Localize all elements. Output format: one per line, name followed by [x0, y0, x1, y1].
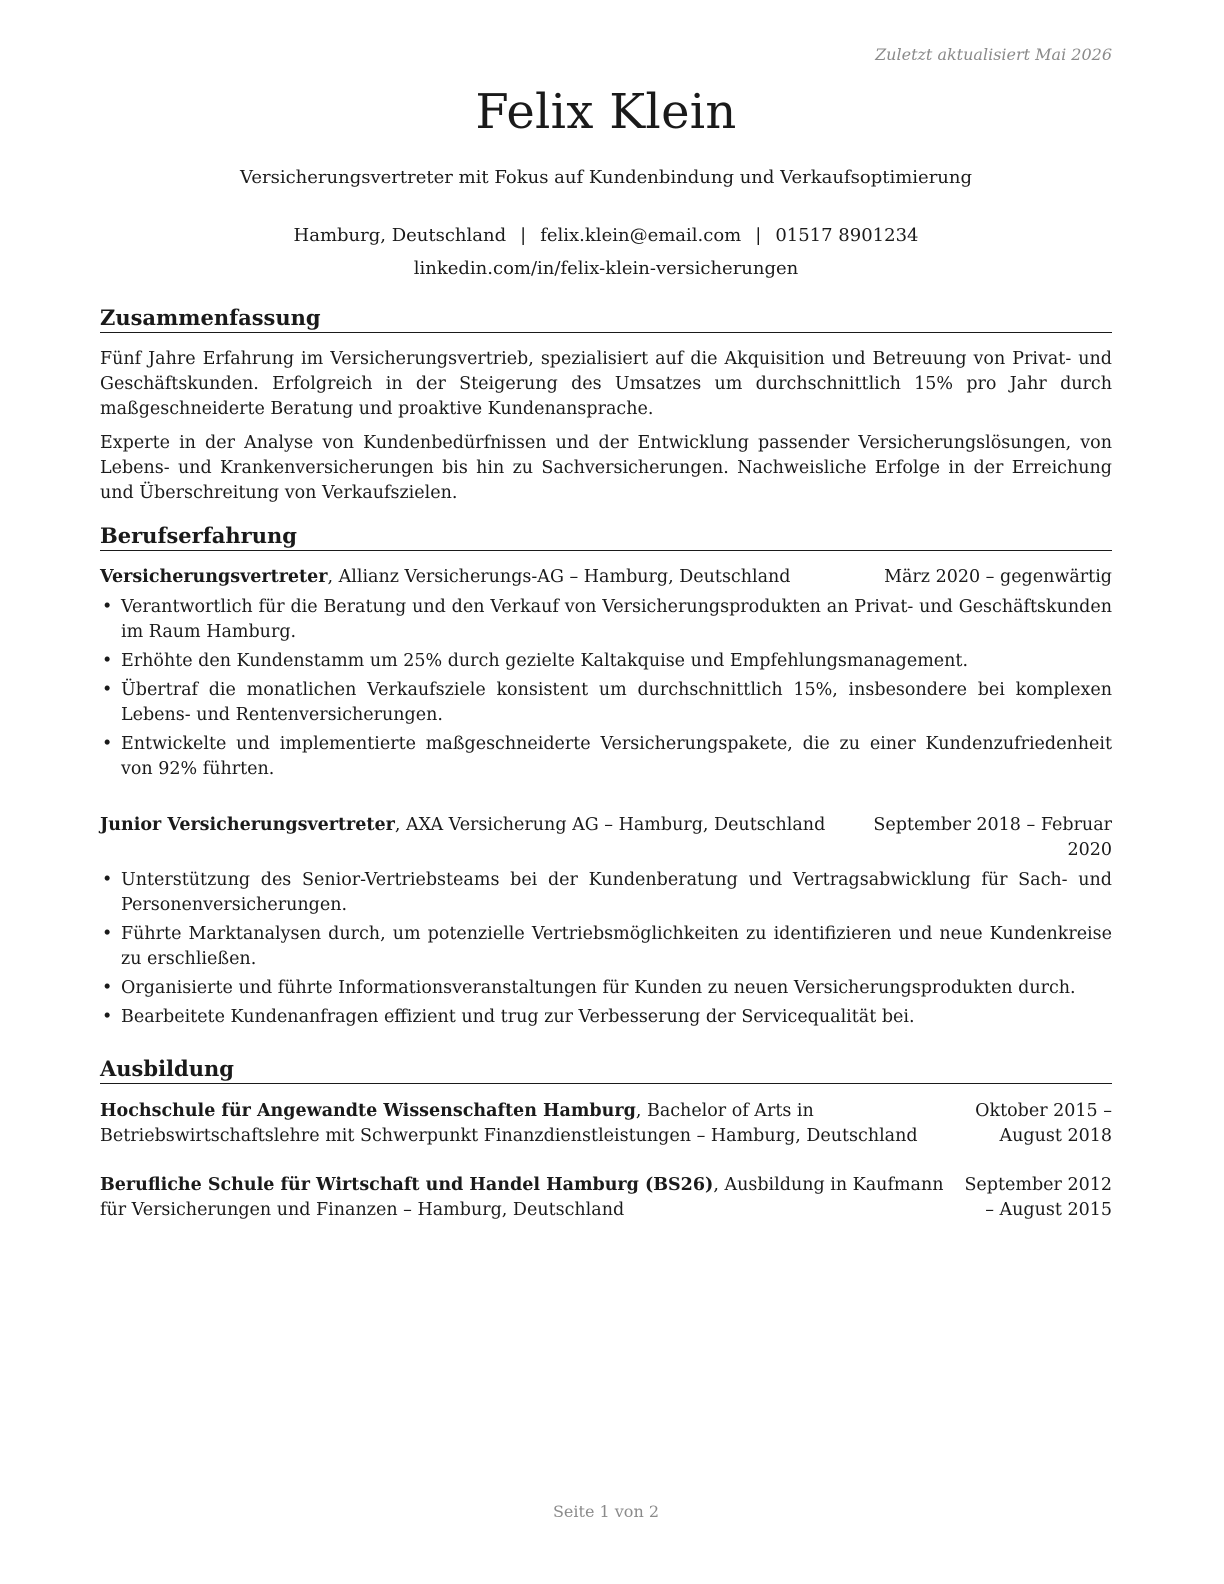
- job-title-line: [100, 565, 791, 590]
- bullet-icon: •: [102, 978, 113, 998]
- job-role: Junior Versicherungsvertreter: [100, 815, 395, 835]
- education-institution-line: [100, 1099, 960, 1149]
- list-item: • Entwickelte und implementierte maßgeschneiderte Versicherungspakete, die zu einer Kundenzufriedenheit von 92% führten.: [102, 734, 1112, 779]
- bullet-icon: •: [102, 597, 113, 617]
- summary-paragraph: Fünf Jahre Erfahrung im Versicherungsvertrieb, spezialisiert auf die Akquisition und Betreuung von Privat- und Geschäftskunden. Erfolgreich in der Steigerung des Umsatzes um durchschnittlich 15% pro Jahr durch maßgeschneiderte Beratung und proaktive Kundenansprache.: [100, 349, 1112, 419]
- tagline: Versicherungsvertreter mit Fokus auf Kundenbindung und Verkaufsoptimierung: [239, 167, 973, 188]
- section-title-summary: Zusammenfassung: [100, 305, 1112, 333]
- email-link[interactable]: felix.klein@email.com: [540, 225, 742, 246]
- list-item: • Erhöhte den Kundenstamm um 25% durch gezielte Kaltakquise und Empfehlungsmanagement.: [100, 649, 1112, 674]
- list-item: • Bearbeitete Kundenanfragen effizient und trug zur Verbesserung der Servicequalität bei.: [100, 1005, 1112, 1030]
- contact-separator: |: [520, 225, 527, 246]
- list-item: • Führte Marktanalysen durch, um potenzielle Vertriebsmöglichkeiten zu identifizieren und neue Kundenkreise zu erschließen.: [102, 924, 1112, 969]
- contact-info: [100, 219, 1112, 285]
- bullet-icon: •: [102, 734, 113, 754]
- education-entry: [100, 1099, 1112, 1149]
- job-title-line: [100, 813, 825, 838]
- job-bullets: [100, 868, 1112, 1034]
- list-item: • Übertraf die monatlichen Verkaufsziele konsistent um durchschnittlich 15%, insbesondere bei komplexen Lebens- und Rentenversicherungen.: [102, 680, 1112, 725]
- job-dates: September 2018 – Februar 2020: [873, 815, 1112, 860]
- linkedin-link[interactable]: linkedin.com/in/felix-klein-versicherungen: [413, 258, 799, 279]
- bullet-icon: •: [102, 1007, 113, 1027]
- last-updated: Zuletzt aktualisiert Mai 2026: [875, 45, 1112, 64]
- job-company: , Allianz Versicherungs-AG – Hamburg, Deutschland: [327, 567, 791, 587]
- education-dates: Oktober 2015 – August 2018: [975, 1101, 1112, 1146]
- education-institution-line: [100, 1173, 960, 1223]
- location: Hamburg, Deutschland: [293, 225, 507, 246]
- education-school: Hochschule für Angewandte Wissenschaften Hamburg: [100, 1101, 636, 1121]
- contact-line-1: [100, 219, 1112, 252]
- bullet-icon: •: [102, 924, 113, 944]
- education-dates: September 2012 – August 2015: [964, 1175, 1112, 1220]
- education-entry: [100, 1173, 1112, 1223]
- section-title-education: Ausbildung: [100, 1056, 1112, 1084]
- contact-separator: |: [755, 225, 762, 246]
- education-school: Berufliche Schule für Wirtschaft und Handel Hamburg (BS26): [100, 1175, 714, 1195]
- resume-page: [100, 0, 1112, 1584]
- job-header: [100, 813, 1112, 863]
- list-item: • Unterstützung des Senior-Vertriebsteams bei der Kundenberatung und Vertragsabwicklung für Sach- und Personenversicherungen.: [102, 870, 1112, 915]
- page-number: Seite 1 von 2: [552, 1502, 660, 1521]
- bullet-icon: •: [102, 651, 113, 671]
- list-item: • Organisierte und führte Informationsveranstaltungen für Kunden zu neuen Versicherungsprodukten durch.: [100, 976, 1112, 1001]
- education-degree: , Bachelor of Arts in Betriebswirtschaftslehre mit Schwerpunkt Finanzdienstleistungen – Hamburg, Deutschland: [100, 1101, 918, 1146]
- job-role: Versicherungsvertreter: [100, 567, 328, 587]
- job-bullets: [100, 595, 1112, 786]
- bullet-icon: •: [102, 870, 113, 890]
- list-item: • Verantwortlich für die Beratung und den Verkauf von Versicherungsprodukten an Privat- und Geschäftskunden im Raum Hamburg.: [102, 597, 1112, 642]
- section-title-experience: Berufserfahrung: [100, 523, 1112, 551]
- bullet-icon: •: [102, 680, 113, 700]
- summary-paragraph: Experte in der Analyse von Kundenbedürfnissen und der Entwicklung passender Versicherungslösungen, von Lebens- und Krankenversicherungen bis hin zu Sachversicherungen. Nachweisliche Erfolge in der Erreichung und Überschreitung von Verkaufszielen.: [100, 433, 1112, 503]
- job-header: [100, 565, 1112, 590]
- candidate-name: Felix Klein: [475, 84, 737, 140]
- education-degree: , Ausbildung in Kaufmann für Versicherungen und Finanzen – Hamburg, Deutschland: [100, 1175, 944, 1220]
- phone: 01517 8901234: [775, 225, 919, 246]
- job-dates: März 2020 – gegenwärtig: [884, 567, 1112, 587]
- job-company: , AXA Versicherung AG – Hamburg, Deutschland: [394, 815, 826, 835]
